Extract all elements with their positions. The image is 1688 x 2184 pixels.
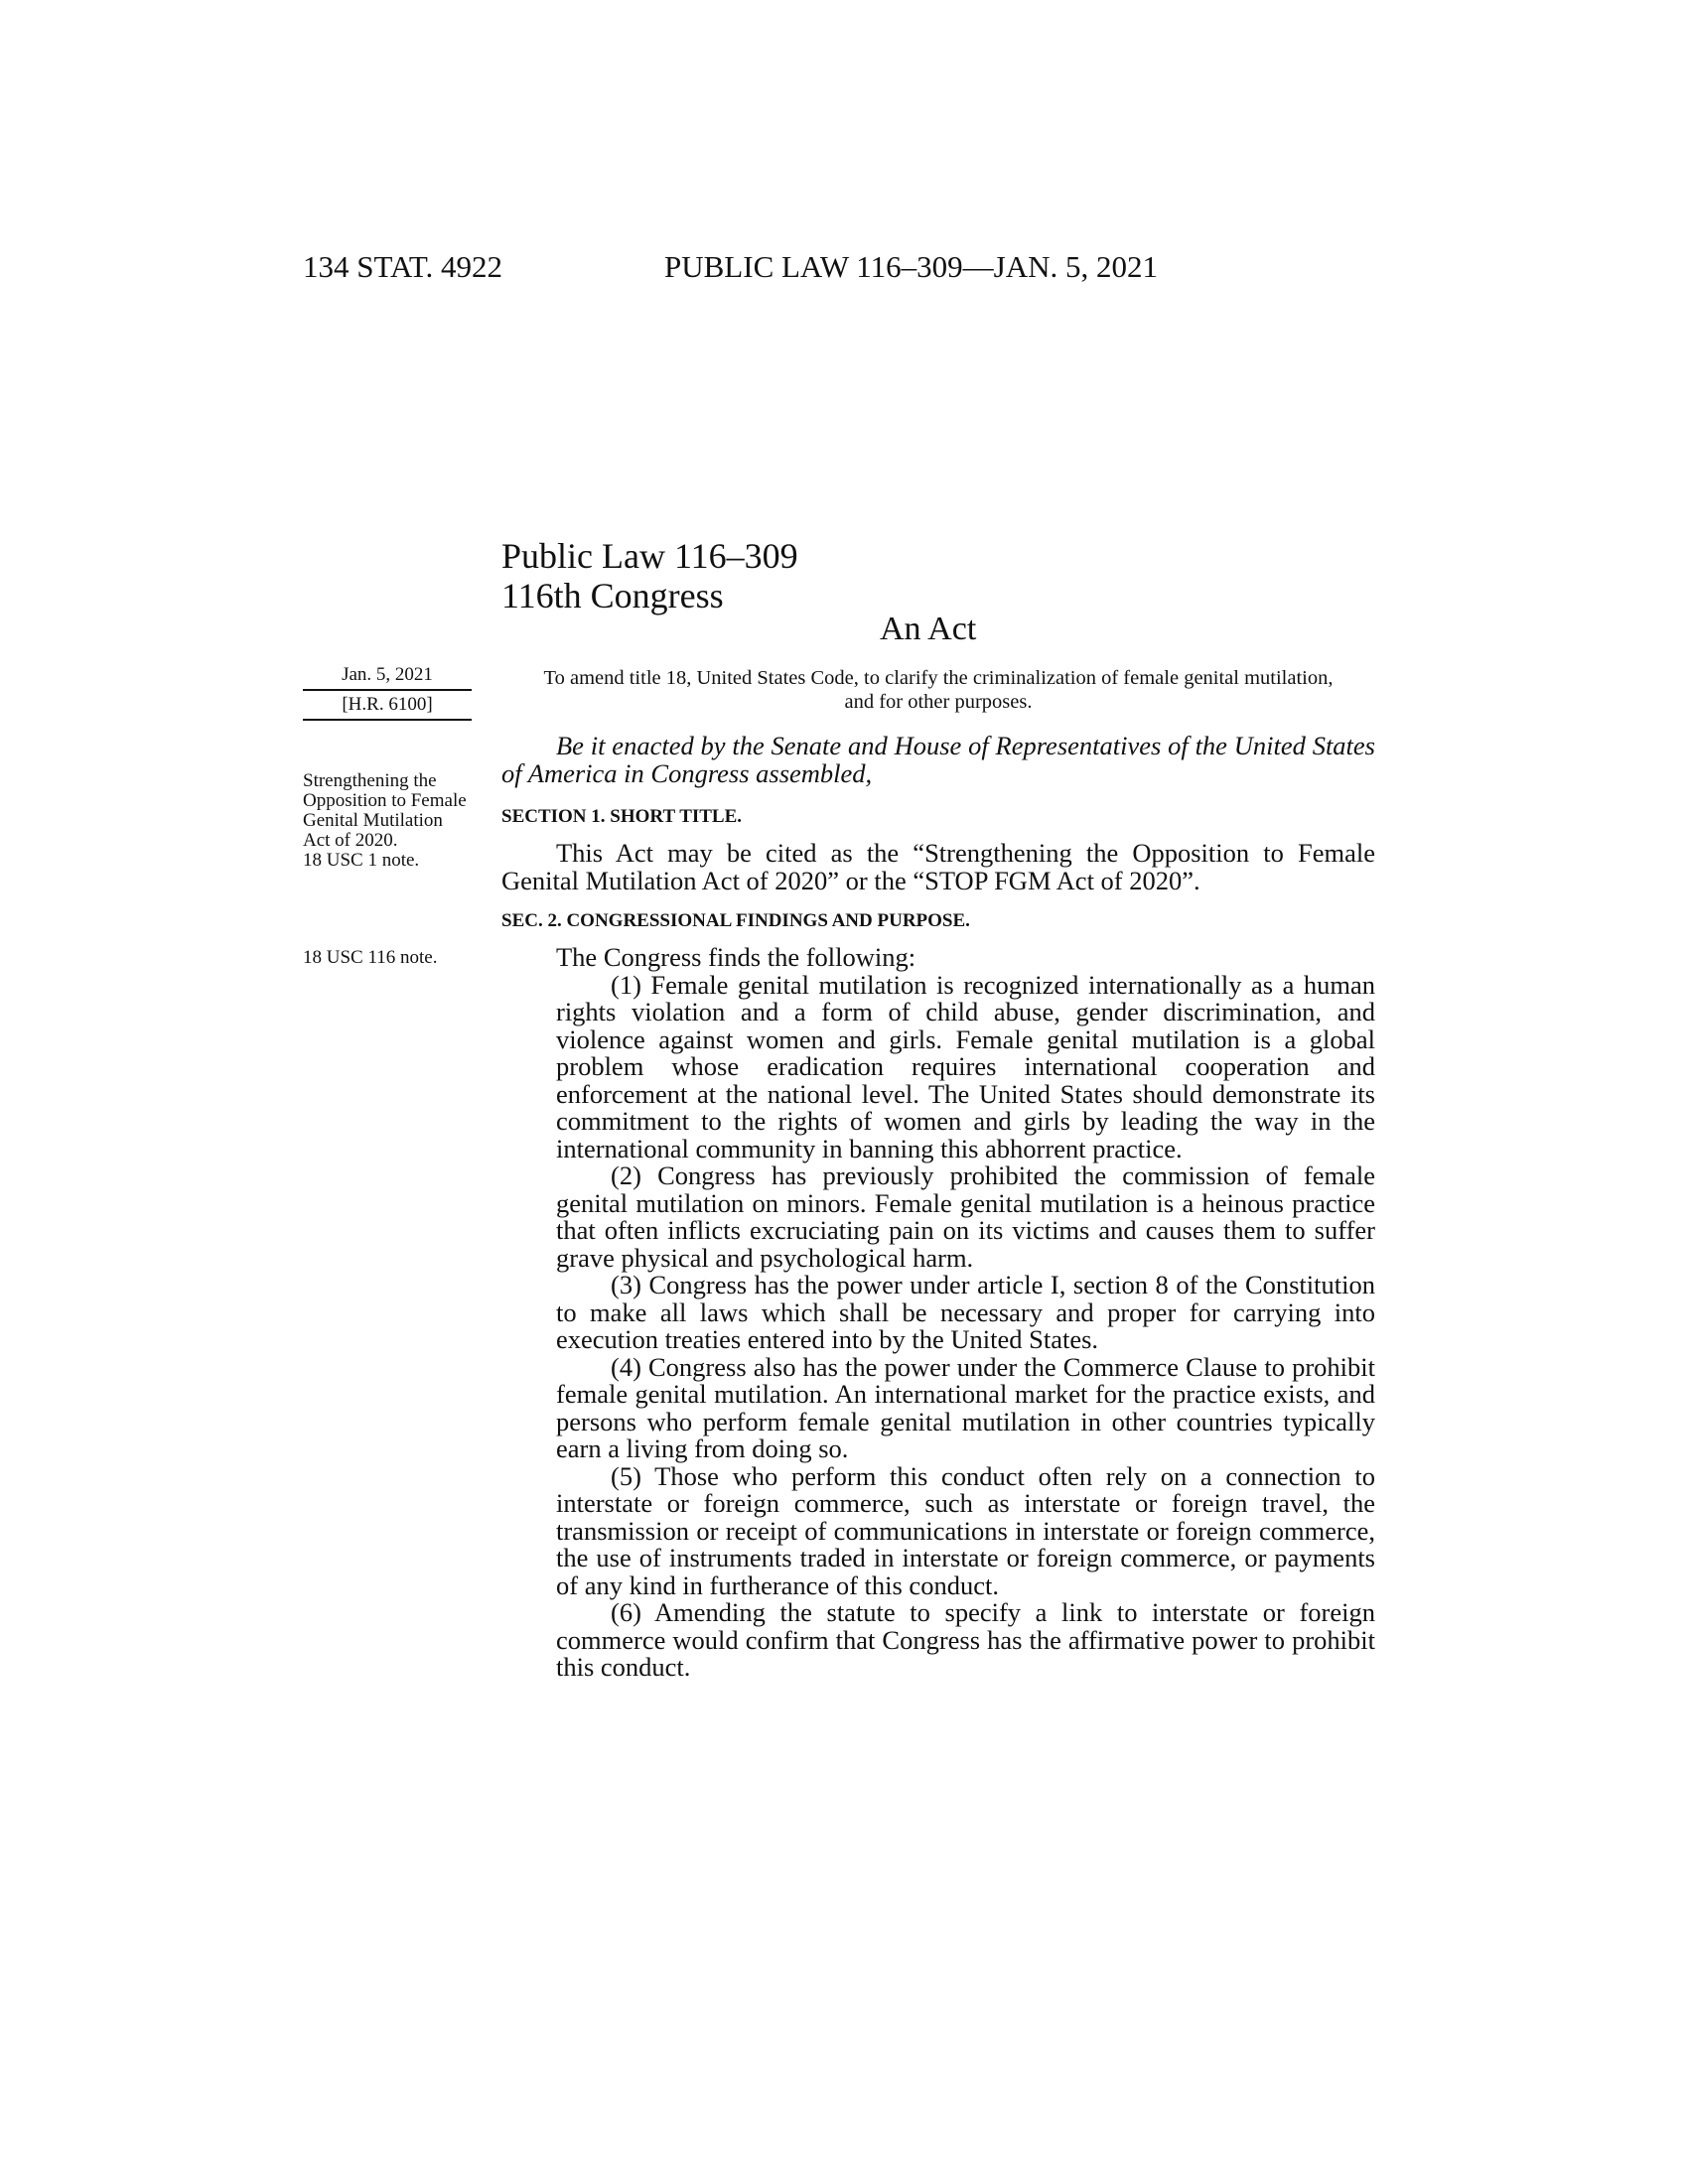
finding-6: (6) Amending the statute to specify a link to interstate or foreign commerce would confirm that Congress has the affirmative power to prohibit this conduct. bbox=[556, 1597, 1375, 1682]
finding-3: (3) Congress has the power under article I, section 8 of the Constitution to make all laws which shall be necessary and proper for carrying into execution treaties entered into by the United States. bbox=[556, 1270, 1375, 1354]
act-body bbox=[501, 733, 1375, 1682]
margin-note-sec2: 18 USC 116 note. bbox=[303, 947, 438, 968]
stat-page-number: 134 STAT. 4922 bbox=[303, 249, 503, 284]
finding-2: (2) Congress has previously prohibited the commission of female genital mutilation on minors. Female genital mutilation is a heinous practice that often inflicts excruciating pain on its victims and causes them to suffer grave physical and psychological harm. bbox=[556, 1160, 1375, 1273]
finding-4: (4) Congress also has the power under the Commerce Clause to prohibit female genital mutilation. An international market for the practice exists, and persons who perform female genital mutilation in other countries typically earn a living from doing so. bbox=[556, 1351, 1375, 1463]
finding-5: (5) Those who perform this conduct often rely on a connection to interstate or foreign commerce, such as interstate or foreign travel, the transmission or receipt of communications in interstate or foreign commerce, the use of instruments traded in interstate or foreign commerce, or payments of any kind in furtherance of this conduct. bbox=[556, 1460, 1375, 1600]
margin-date-block bbox=[303, 665, 472, 725]
short-title-note-text: Strengthening the Opposition to Female Genital Mutilation Act of 2020. bbox=[303, 770, 467, 851]
findings-intro: The Congress finds the following: bbox=[556, 942, 916, 972]
public-law-number: Public Law 116–309 bbox=[501, 536, 798, 576]
finding-1: (1) Female genital mutilation is recognized internationally as a human rights violation and a form of child abuse, gender discrimination, and violence against women and girls. Female genital mutilation is a global problem whose eradication requires international cooperation and enforcement at the national level. The United States should demonstrate its commitment to the rights of women and girls by leading the way in the international community in banning this abhorrent practice. bbox=[556, 969, 1375, 1163]
running-head-law-date: PUBLIC LAW 116–309—JAN. 5, 2021 bbox=[664, 249, 1158, 284]
margin-note-short-title bbox=[303, 771, 472, 871]
short-title-usc-citation: 18 USC 1 note. bbox=[303, 850, 420, 871]
margin-rule-top bbox=[303, 689, 472, 691]
congress-number: 116th Congress bbox=[501, 576, 724, 615]
section-1-heading: SECTION 1. SHORT TITLE. bbox=[501, 806, 743, 827]
findings-list bbox=[556, 944, 1375, 1682]
enactment-date: Jan. 5, 2021 bbox=[342, 664, 433, 685]
act-purpose: To amend title 18, United States Code, to clarify the criminalization of female genital mutilation, and for other purposes. bbox=[543, 667, 1334, 713]
law-identification bbox=[501, 536, 798, 615]
section-1-text: This Act may be cited as the “Strengthening the Opposition to Female Genital Mutilation Act of 2020” or the “STOP FGM Act of 2020”. bbox=[501, 838, 1375, 895]
section-2-heading: SEC. 2. CONGRESSIONAL FINDINGS AND PURPOSE. bbox=[501, 910, 970, 931]
act-heading: An Act bbox=[880, 611, 977, 647]
margin-rule-bottom bbox=[303, 719, 472, 721]
bill-number: [H.R. 6100] bbox=[342, 694, 433, 715]
enacting-clause: Be it enacted by the Senate and House of Representatives of the United States of America in Congress assembled, bbox=[501, 731, 1375, 788]
